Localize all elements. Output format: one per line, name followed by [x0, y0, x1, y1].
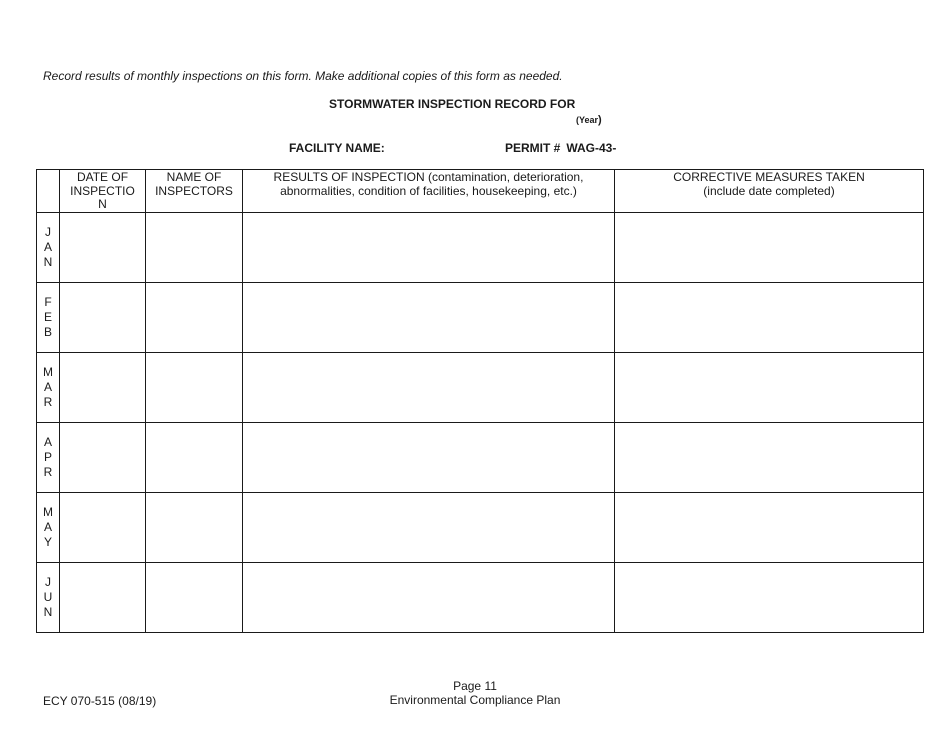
date-cell[interactable]: [60, 493, 146, 563]
page-footer: [360, 679, 590, 707]
month-label: F E B: [37, 283, 60, 353]
month-label: J A N: [37, 213, 60, 283]
corrective-cell[interactable]: [615, 213, 924, 283]
inspectors-cell[interactable]: [146, 423, 243, 493]
corrective-cell[interactable]: [615, 283, 924, 353]
inspection-table: [36, 169, 924, 633]
table-row: [37, 283, 924, 353]
month-column-header: [37, 170, 60, 213]
results-cell[interactable]: [243, 563, 615, 633]
corrective-cell[interactable]: [615, 423, 924, 493]
results-cell[interactable]: [243, 423, 615, 493]
corrective-cell[interactable]: [615, 493, 924, 563]
date-cell[interactable]: [60, 563, 146, 633]
month-label: A P R: [37, 423, 60, 493]
date-cell[interactable]: [60, 353, 146, 423]
facility-name-label: FACILITY NAME:: [289, 141, 385, 155]
permit-value: WAG-43-: [566, 141, 617, 155]
instructions-text: Record results of monthly inspections on this form. Make additional copies of this form as needed.: [43, 69, 563, 83]
date-column-header: DATE OF INSPECTIO N: [60, 170, 146, 213]
corrective-column-header: CORRECTIVE MEASURES TAKEN (include date completed): [615, 170, 924, 213]
page-number: Page 11: [453, 679, 497, 693]
table-row: [37, 213, 924, 283]
results-cell[interactable]: [243, 353, 615, 423]
table-row: [37, 353, 924, 423]
table-row: [37, 423, 924, 493]
inspectors-cell[interactable]: [146, 493, 243, 563]
form-title: STORMWATER INSPECTION RECORD FOR: [329, 97, 576, 111]
inspectors-column-header: NAME OF INSPECTORS: [146, 170, 243, 213]
corrective-cell[interactable]: [615, 353, 924, 423]
permit-field: [505, 141, 616, 155]
table-row: [37, 493, 924, 563]
corrective-cell[interactable]: [615, 563, 924, 633]
inspectors-cell[interactable]: [146, 563, 243, 633]
table-header-row: [37, 170, 924, 213]
date-cell[interactable]: [60, 213, 146, 283]
inspectors-cell[interactable]: [146, 353, 243, 423]
date-cell[interactable]: [60, 283, 146, 353]
month-label: M A R: [37, 353, 60, 423]
month-label: M A Y: [37, 493, 60, 563]
table-row: [37, 563, 924, 633]
form-id: ECY 070-515 (08/19): [43, 694, 157, 708]
inspectors-cell[interactable]: [146, 213, 243, 283]
results-cell[interactable]: [243, 213, 615, 283]
month-label: J U N: [37, 563, 60, 633]
results-cell[interactable]: [243, 493, 615, 563]
date-cell[interactable]: [60, 423, 146, 493]
document-title: Environmental Compliance Plan: [389, 693, 561, 707]
results-cell[interactable]: [243, 283, 615, 353]
permit-label: PERMIT #: [505, 141, 561, 155]
inspectors-cell[interactable]: [146, 283, 243, 353]
year-label: (Year): [576, 114, 602, 126]
results-column-header: RESULTS OF INSPECTION (contamination, deterioration, abnormalities, condition of facilities, housekeeping, etc.): [243, 170, 615, 213]
